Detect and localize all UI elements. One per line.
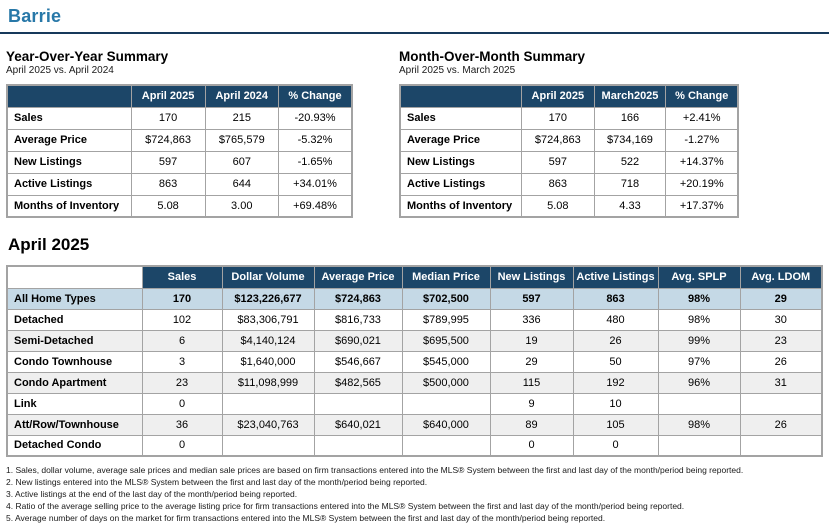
cell: 215 [205, 107, 278, 129]
cell: $734,169 [594, 129, 666, 151]
mom-header-col: % Change [666, 85, 738, 107]
cell: 31 [740, 372, 822, 393]
detail-header-col: Active Listings [573, 266, 658, 288]
cell: $695,500 [402, 330, 490, 351]
mom-summary-section [399, 49, 739, 218]
page-title: Barrie [8, 6, 62, 26]
yoy-heading: Year-Over-Year Summary [6, 49, 169, 64]
mom-subtitle: April 2025 vs. March 2025 [399, 65, 516, 76]
footnote-2: 2. New listings entered into the MLS® System between the first and last day of the month/period being reported. [6, 476, 428, 487]
yoy-table [6, 84, 353, 218]
cell: -1.65% [279, 151, 353, 173]
cell: $816,733 [314, 309, 402, 330]
cell: $724,863 [131, 129, 205, 151]
detail-header-col: New Listings [490, 266, 573, 288]
cell: $83,306,791 [222, 309, 314, 330]
cell: 0 [490, 435, 573, 456]
table-row [7, 393, 822, 414]
footnote-3: 3. Active listings at the end of the last day of the month/period being reported. [6, 488, 298, 499]
cell: $11,098,999 [222, 372, 314, 393]
row-label: Average Price [7, 129, 131, 151]
cell: 3 [142, 351, 222, 372]
footnotes [6, 465, 821, 524]
cell: +69.48% [279, 195, 353, 217]
summary-section [8, 49, 821, 218]
cell [314, 435, 402, 456]
row-label: Detached [7, 309, 142, 330]
cell [740, 435, 822, 456]
mom-heading: Month-Over-Month Summary [399, 49, 586, 64]
footnote-4: 4. Ratio of the average selling price to the average listing price for firm transactions entered into the MLS® System between the first and last day of the month/period being reported. [6, 500, 685, 511]
cell: $724,863 [522, 129, 594, 151]
cell: 522 [594, 151, 666, 173]
yoy-header-row [7, 85, 352, 107]
detail-header-row [7, 266, 822, 288]
table-row [7, 107, 352, 129]
cell: 105 [573, 414, 658, 435]
row-label: Condo Townhouse [7, 351, 142, 372]
cell: 97% [658, 351, 740, 372]
table-row [7, 372, 822, 393]
cell: 170 [522, 107, 594, 129]
cell: 98% [658, 414, 740, 435]
cell: -20.93% [279, 107, 353, 129]
yoy-subtitle: April 2025 vs. April 2024 [6, 65, 114, 76]
cell: 863 [522, 173, 594, 195]
footnote-1: 1. Sales, dollar volume, average sale prices and median sale prices are based on firm transactions entered into the MLS® System between the first and last day of the month/period being reported. [6, 465, 744, 475]
cell: 0 [142, 393, 222, 414]
mom-header-row [400, 85, 738, 107]
cell: 23 [740, 330, 822, 351]
yoy-header-col: April 2024 [205, 85, 278, 107]
table-row [400, 107, 738, 129]
row-label: Sales [400, 107, 522, 129]
detail-header-blank [7, 266, 142, 288]
cell: $765,579 [205, 129, 278, 151]
yoy-header-blank [7, 85, 131, 107]
cell: 0 [573, 435, 658, 456]
cell: 29 [740, 288, 822, 309]
cell [658, 435, 740, 456]
cell: -5.32% [279, 129, 353, 151]
cell: 50 [573, 351, 658, 372]
cell: 597 [490, 288, 573, 309]
detail-header-col: Sales [142, 266, 222, 288]
table-row [7, 129, 352, 151]
cell: +2.41% [666, 107, 738, 129]
table-row [400, 151, 738, 173]
cell: 98% [658, 309, 740, 330]
cell: $1,640,000 [222, 351, 314, 372]
title-divider [0, 32, 829, 34]
yoy-header-col: % Change [279, 85, 353, 107]
cell: 5.08 [522, 195, 594, 217]
cell: 5.08 [131, 195, 205, 217]
cell: 26 [740, 351, 822, 372]
table-row [7, 330, 822, 351]
table-row [7, 309, 822, 330]
table-row [400, 129, 738, 151]
cell: 115 [490, 372, 573, 393]
cell: 597 [522, 151, 594, 173]
row-label: Months of Inventory [400, 195, 522, 217]
row-label: Detached Condo [7, 435, 142, 456]
table-row [7, 151, 352, 173]
row-label: Link [7, 393, 142, 414]
cell [222, 435, 314, 456]
table-row [400, 173, 738, 195]
cell: 26 [573, 330, 658, 351]
cell: 89 [490, 414, 573, 435]
detail-header-col: Avg. LDOM [740, 266, 822, 288]
row-label: Active Listings [7, 173, 131, 195]
cell: -1.27% [666, 129, 738, 151]
cell [222, 393, 314, 414]
row-label: Months of Inventory [7, 195, 131, 217]
cell: 30 [740, 309, 822, 330]
detail-header-col: Dollar Volume [222, 266, 314, 288]
cell: $690,021 [314, 330, 402, 351]
table-row [7, 173, 352, 195]
cell: +17.37% [666, 195, 738, 217]
cell: 607 [205, 151, 278, 173]
footnote-5: 5. Average number of days on the market for firm transactions entered into the MLS® System between the first and last day of the month/period being reported. [6, 512, 606, 523]
cell: $482,565 [314, 372, 402, 393]
cell: $23,040,763 [222, 414, 314, 435]
table-row [7, 351, 822, 372]
row-label: Semi-Detached [7, 330, 142, 351]
detail-header-col: Average Price [314, 266, 402, 288]
detail-table [6, 265, 823, 457]
yoy-summary-section [6, 49, 353, 218]
mom-header-blank [400, 85, 522, 107]
yoy-header-col: April 2025 [131, 85, 205, 107]
cell: 26 [740, 414, 822, 435]
cell: 3.00 [205, 195, 278, 217]
cell: $640,021 [314, 414, 402, 435]
cell: 23 [142, 372, 222, 393]
cell: $640,000 [402, 414, 490, 435]
mom-header-col: March2025 [594, 85, 666, 107]
cell [658, 393, 740, 414]
cell: 863 [131, 173, 205, 195]
cell: +14.37% [666, 151, 738, 173]
row-label: New Listings [7, 151, 131, 173]
row-label: Condo Apartment [7, 372, 142, 393]
cell: $702,500 [402, 288, 490, 309]
cell: 98% [658, 288, 740, 309]
row-label: Active Listings [400, 173, 522, 195]
cell: 170 [131, 107, 205, 129]
detail-header-col: Median Price [402, 266, 490, 288]
cell: $4,140,124 [222, 330, 314, 351]
table-row [7, 435, 822, 456]
table-row [7, 195, 352, 217]
detail-header-col: Avg. SPLP [658, 266, 740, 288]
cell [314, 393, 402, 414]
cell: 9 [490, 393, 573, 414]
cell: 102 [142, 309, 222, 330]
row-label: New Listings [400, 151, 522, 173]
mom-header-col: April 2025 [522, 85, 594, 107]
cell: 10 [573, 393, 658, 414]
cell: +20.19% [666, 173, 738, 195]
cell: 4.33 [594, 195, 666, 217]
cell: 96% [658, 372, 740, 393]
cell [402, 435, 490, 456]
row-label: Sales [7, 107, 131, 129]
table-row [7, 414, 822, 435]
cell [740, 393, 822, 414]
cell: 480 [573, 309, 658, 330]
cell: 192 [573, 372, 658, 393]
cell: $789,995 [402, 309, 490, 330]
cell: 36 [142, 414, 222, 435]
cell: $724,863 [314, 288, 402, 309]
row-label: All Home Types [7, 288, 142, 309]
cell: $546,667 [314, 351, 402, 372]
cell [402, 393, 490, 414]
cell: $500,000 [402, 372, 490, 393]
cell: +34.01% [279, 173, 353, 195]
row-label: Average Price [400, 129, 522, 151]
cell: $545,000 [402, 351, 490, 372]
cell: 170 [142, 288, 222, 309]
cell: 718 [594, 173, 666, 195]
cell: 863 [573, 288, 658, 309]
cell: 6 [142, 330, 222, 351]
row-label: Att/Row/Townhouse [7, 414, 142, 435]
cell: 19 [490, 330, 573, 351]
cell: 166 [594, 107, 666, 129]
cell: 29 [490, 351, 573, 372]
mom-table [399, 84, 739, 218]
detail-heading: April 2025 [8, 235, 90, 254]
table-row-all-home-types [7, 288, 822, 309]
cell: 644 [205, 173, 278, 195]
cell: 0 [142, 435, 222, 456]
cell: 336 [490, 309, 573, 330]
cell: $123,226,677 [222, 288, 314, 309]
cell: 99% [658, 330, 740, 351]
table-row [400, 195, 738, 217]
cell: 597 [131, 151, 205, 173]
